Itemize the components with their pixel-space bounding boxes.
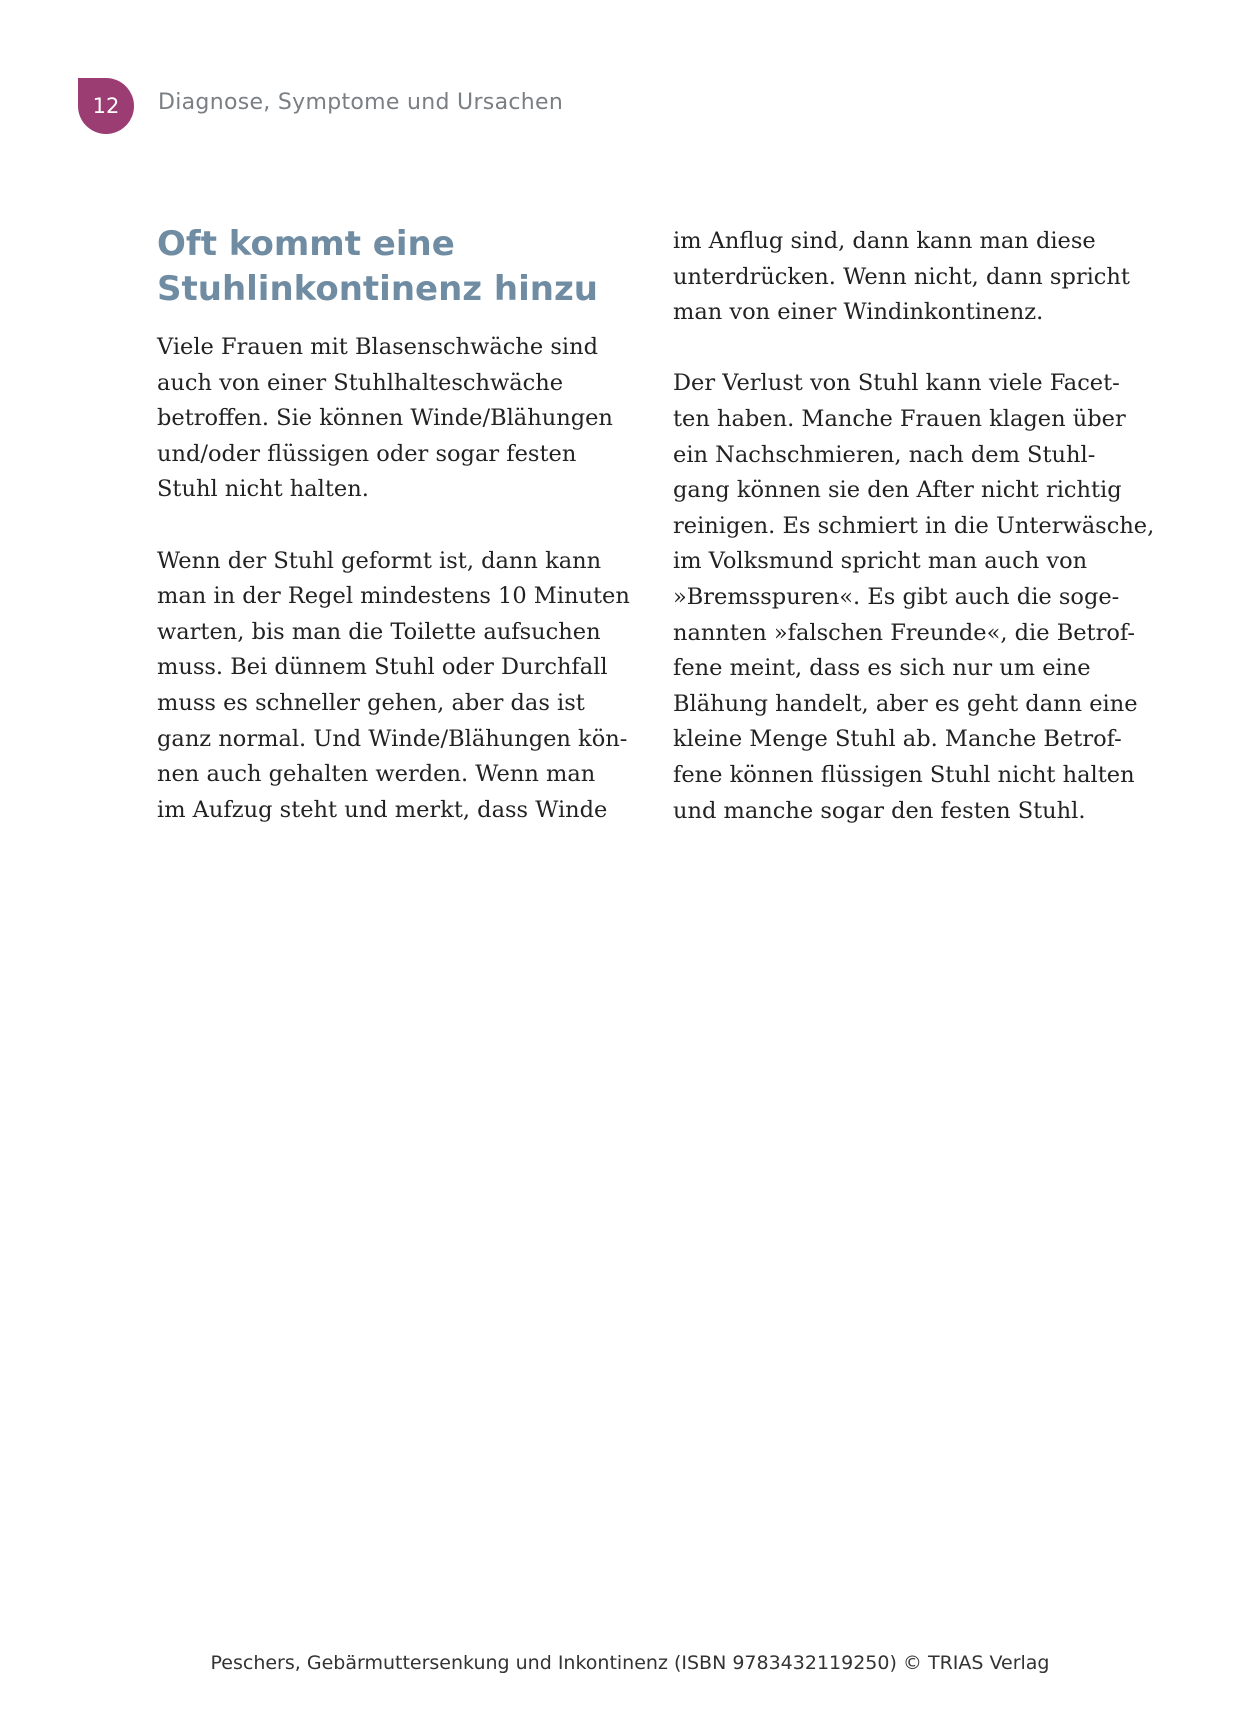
text-line: muss. Bei dünnem Stuhl oder Durchfall [157, 654, 608, 681]
right-column [673, 224, 1193, 865]
text-line: gang können sie den After nicht richtig [673, 477, 1122, 504]
text-line: ganz normal. Und Winde/Blähungen kön- [157, 725, 628, 752]
text-line: im Volksmund spricht man auch von [673, 548, 1088, 575]
text-line: und/oder flüssigen oder sogar festen [157, 440, 577, 467]
text-line: »Bremsspuren«. Es gibt auch die soge- [673, 583, 1120, 610]
text-line: Viele Frauen mit Blasenschwäche sind [157, 334, 598, 360]
text-line: ein Nachschmieren, nach dem Stuhl- [673, 441, 1096, 468]
running-title: Diagnose, Symptome und Ursachen [158, 90, 564, 115]
text-line: Blähung handelt, aber es geht dann eine [673, 690, 1138, 717]
text-line: im Anflug sind, dann kann man diese [673, 228, 1096, 254]
left-column [157, 222, 657, 864]
text-line: unterdrücken. Wenn nicht, dann spricht [673, 263, 1130, 290]
text-line: ten haben. Manche Frauen klagen über [673, 405, 1126, 432]
text-line: man von einer Windinkontinenz. [673, 299, 1044, 326]
footer-citation: Peschers, Gebärmuttersenkung und Inkontinenz (ISBN 9783432119250) © TRIAS Verlag [210, 1652, 1050, 1674]
paragraph [157, 544, 657, 829]
heading-line: Stuhlinkontinenz hinzu [157, 269, 598, 309]
text-line: fene meint, dass es sich nur um eine [673, 655, 1091, 682]
text-line: auch von einer Stuhlhalteschwäche [157, 369, 564, 396]
text-line: nen auch gehalten werden. Wenn man [157, 761, 596, 788]
text-line: man in der Regel mindestens 10 Minuten [157, 583, 630, 610]
text-line: kleine Menge Stuhl ab. Manche Betrof- [673, 726, 1122, 753]
text-line: Wenn der Stuhl geformt ist, dann kann [157, 547, 602, 574]
text-line: Der Verlust von Stuhl kann viele Facet- [673, 370, 1120, 397]
text-line: und manche sogar den festen Stuhl. [673, 797, 1086, 824]
paragraph [673, 224, 1193, 331]
page-number: 12 [92, 94, 120, 118]
text-line: warten, bis man die Toilette aufsuchen [157, 618, 601, 645]
text-line: nannten »falschen Freunde«, die Betrof- [673, 619, 1136, 646]
paragraph [157, 330, 657, 508]
text-line: muss es schneller gehen, aber das ist [157, 689, 585, 716]
text-line: fene können flüssigen Stuhl nicht halten [673, 761, 1135, 788]
text-line: Stuhl nicht halten. [157, 476, 369, 503]
text-line: reinigen. Es schmiert in die Unterwäsche, [673, 512, 1155, 539]
text-line: betroffen. Sie können Winde/Blähungen [157, 405, 613, 432]
text-line: im Aufzug steht und merkt, dass Winde [157, 796, 608, 823]
paragraph [673, 366, 1193, 829]
heading-line: Oft kommt eine [157, 224, 455, 264]
section-heading [157, 222, 657, 312]
page-number-badge [78, 78, 134, 134]
